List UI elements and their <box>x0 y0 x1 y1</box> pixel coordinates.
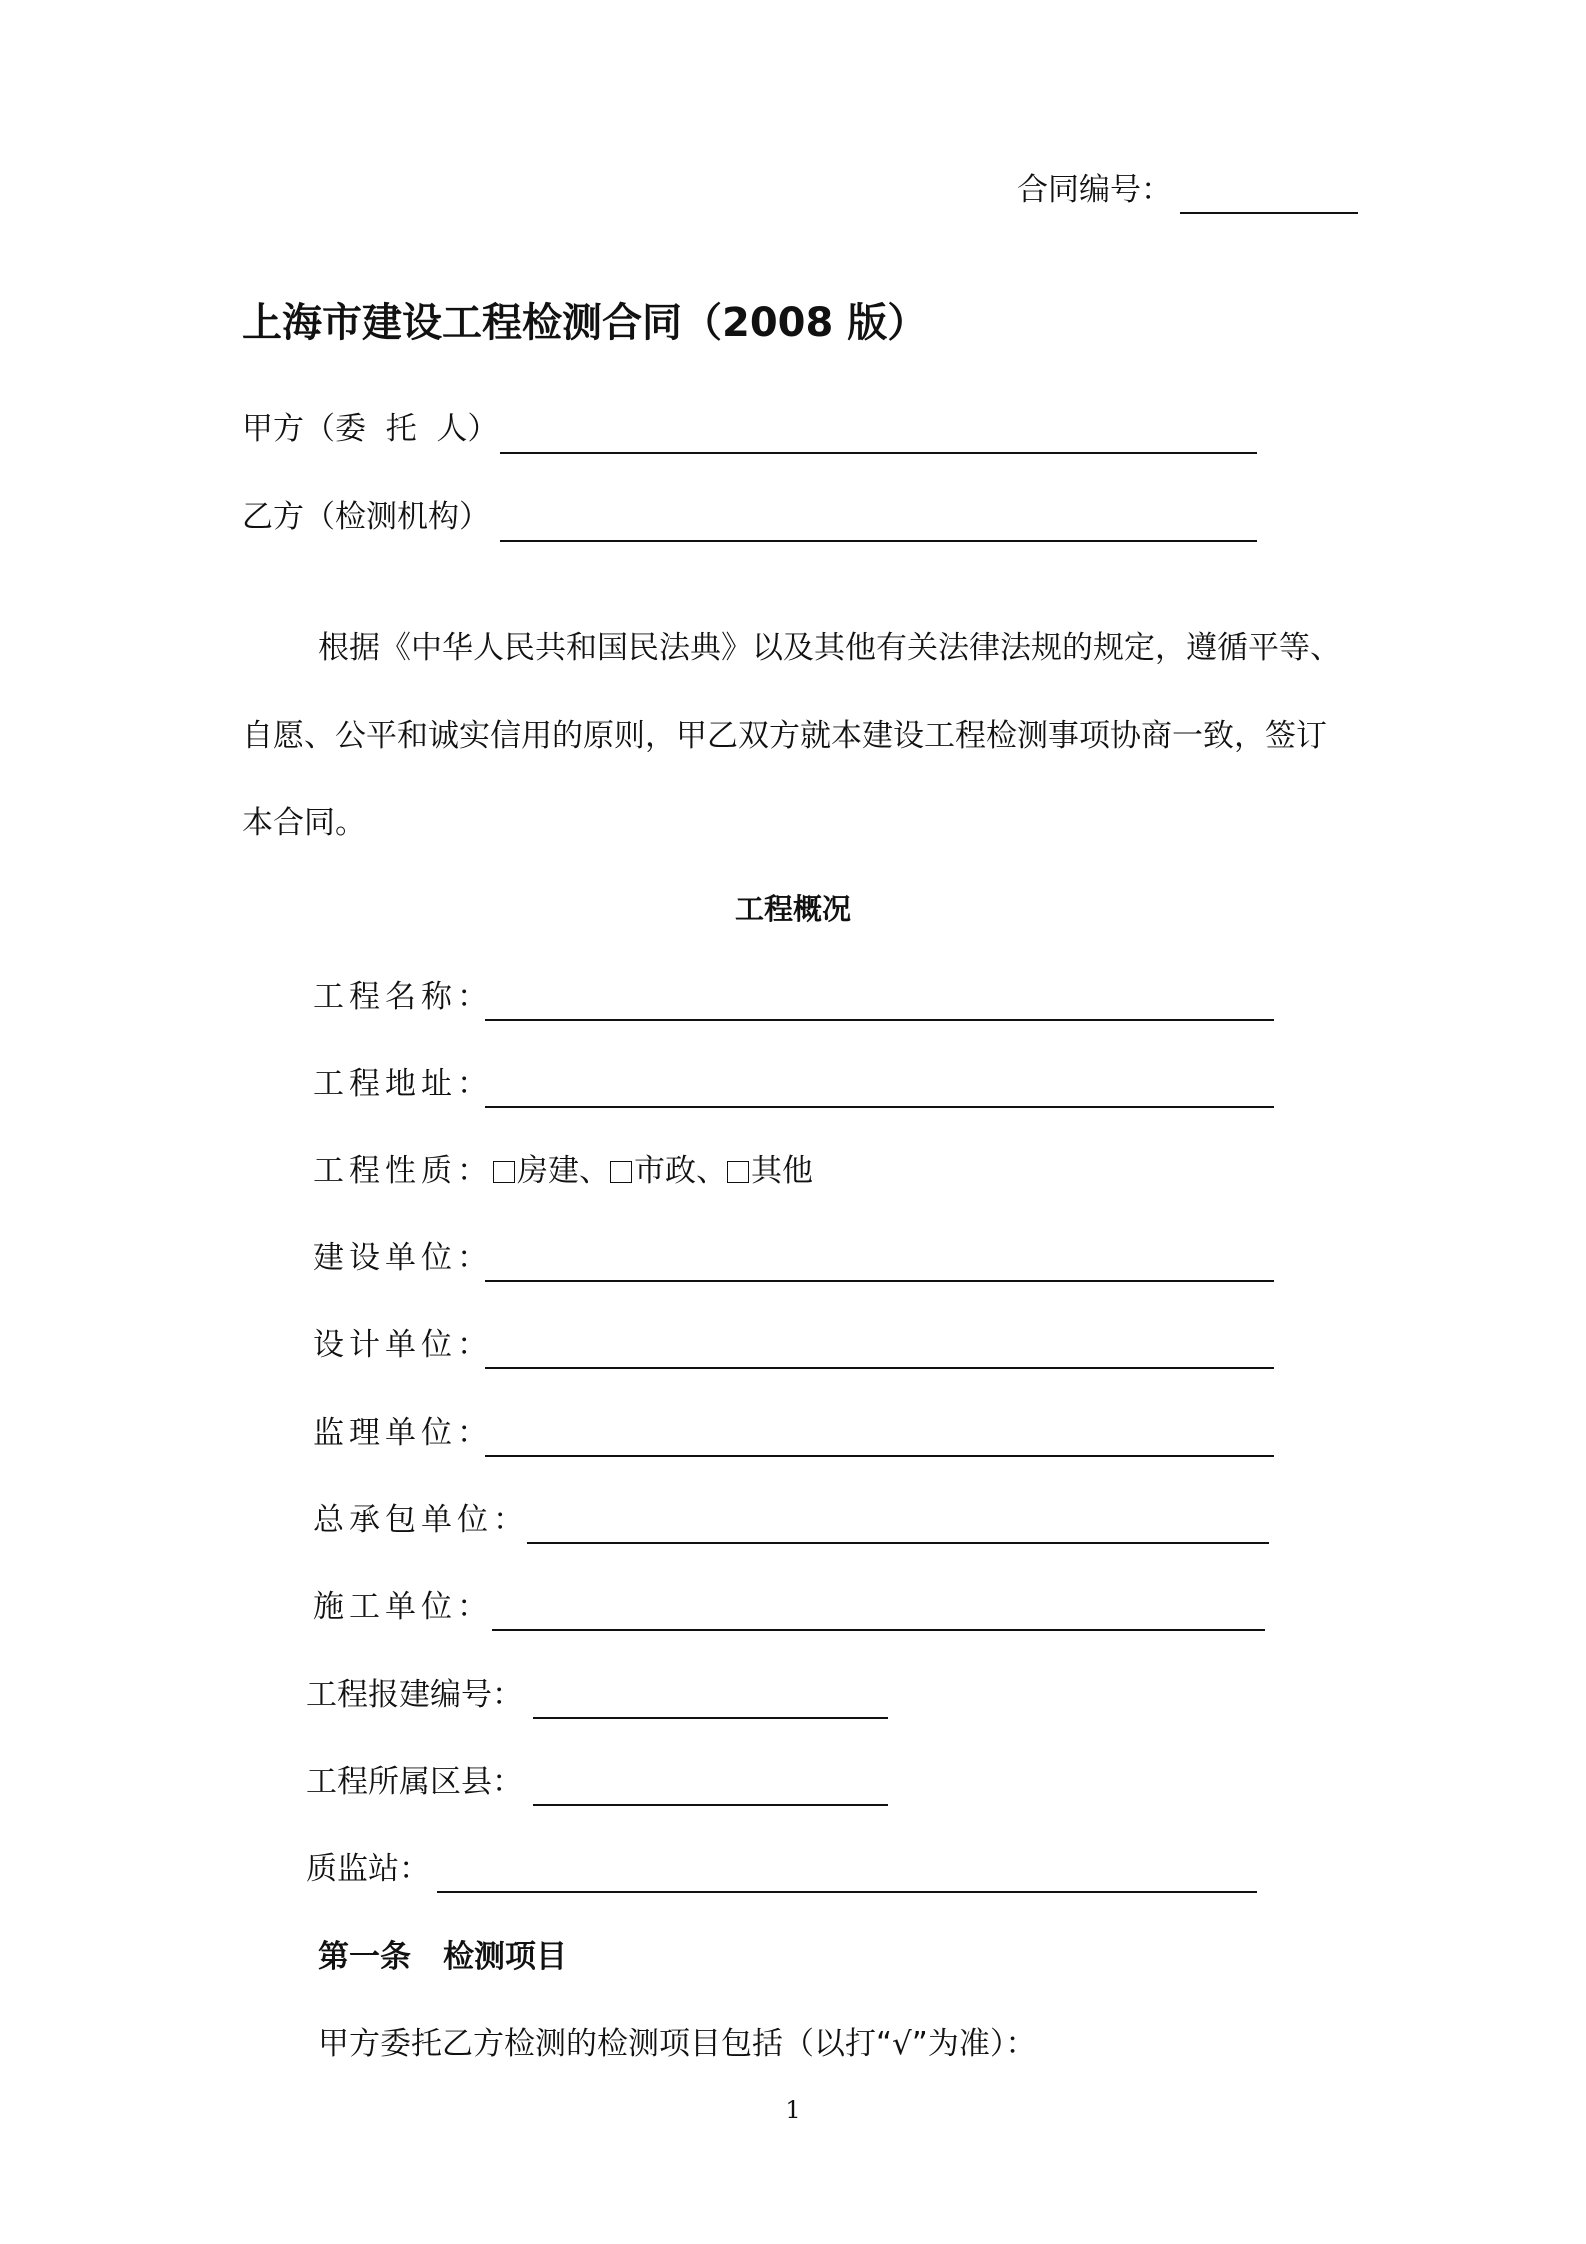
registration-number-label: 工程报建编号： <box>306 1677 523 1713</box>
quality-station-label: 质监站： <box>306 1851 430 1887</box>
party-a-field[interactable] <box>500 452 1257 454</box>
design-unit-label: 设计单位： <box>313 1327 493 1363</box>
municipal-checkbox[interactable] <box>610 1161 632 1183</box>
party-b-field[interactable] <box>500 540 1257 542</box>
option-building-label: 房建 <box>517 1153 579 1189</box>
article-1-number: 第一条 <box>318 1939 411 1975</box>
project-nature-row <box>313 1153 813 1189</box>
preamble-line-3: 本合同。 <box>242 805 366 841</box>
supervision-unit-label: 监理单位： <box>313 1415 493 1451</box>
general-contractor-label: 总承包单位： <box>313 1502 529 1538</box>
design-unit-field[interactable] <box>485 1367 1274 1369</box>
overview-heading: 工程概况 <box>734 892 851 926</box>
project-name-field[interactable] <box>485 1019 1274 1021</box>
builder-unit-field[interactable] <box>492 1629 1265 1631</box>
project-nature-label: 工程性质： <box>313 1153 493 1189</box>
project-name-label: 工程名称： <box>313 979 493 1015</box>
article-1-title: 检测项目 <box>443 1939 567 1975</box>
contract-number-label: 合同编号： <box>1017 172 1172 208</box>
preamble-line-2: 自愿、公平和诚实信用的原则，甲乙双方就本建设工程检测事项协商一致，签订 <box>242 718 1327 754</box>
article-1-text: 甲方委托乙方检测的检测项目包括（以打“√”为准）： <box>318 2026 1037 2062</box>
option-other[interactable] <box>727 1153 813 1189</box>
supervision-unit-field[interactable] <box>485 1455 1274 1457</box>
option-separator: 、 <box>579 1153 610 1189</box>
builder-unit-label: 施工单位： <box>313 1589 493 1625</box>
party-a-label: 甲方（委 托 人） <box>242 411 499 447</box>
other-checkbox[interactable] <box>727 1161 749 1183</box>
registration-number-field[interactable] <box>533 1717 888 1719</box>
page-number: 1 <box>785 2096 801 2124</box>
quality-station-field[interactable] <box>437 1891 1257 1893</box>
party-b-label: 乙方（检测机构） <box>242 499 490 535</box>
document-title: 上海市建设工程检测合同（2008 版） <box>242 300 928 346</box>
project-address-field[interactable] <box>485 1106 1274 1108</box>
option-municipal-label: 市政 <box>634 1153 696 1189</box>
district-field[interactable] <box>533 1804 888 1806</box>
option-municipal[interactable] <box>610 1153 696 1189</box>
district-label: 工程所属区县： <box>306 1764 523 1800</box>
option-other-label: 其他 <box>751 1153 813 1189</box>
option-separator: 、 <box>696 1153 727 1189</box>
general-contractor-field[interactable] <box>527 1542 1269 1544</box>
construction-unit-field[interactable] <box>485 1280 1274 1282</box>
contract-number-field[interactable] <box>1180 212 1358 214</box>
building-checkbox[interactable] <box>493 1161 515 1183</box>
project-address-label: 工程地址： <box>313 1066 493 1102</box>
construction-unit-label: 建设单位： <box>313 1240 493 1276</box>
article-1-heading <box>318 1939 567 1975</box>
preamble-line-1: 根据《中华人民共和国民法典》以及其他有关法律法规的规定，遵循平等、 <box>318 630 1341 666</box>
option-building[interactable] <box>493 1153 579 1189</box>
